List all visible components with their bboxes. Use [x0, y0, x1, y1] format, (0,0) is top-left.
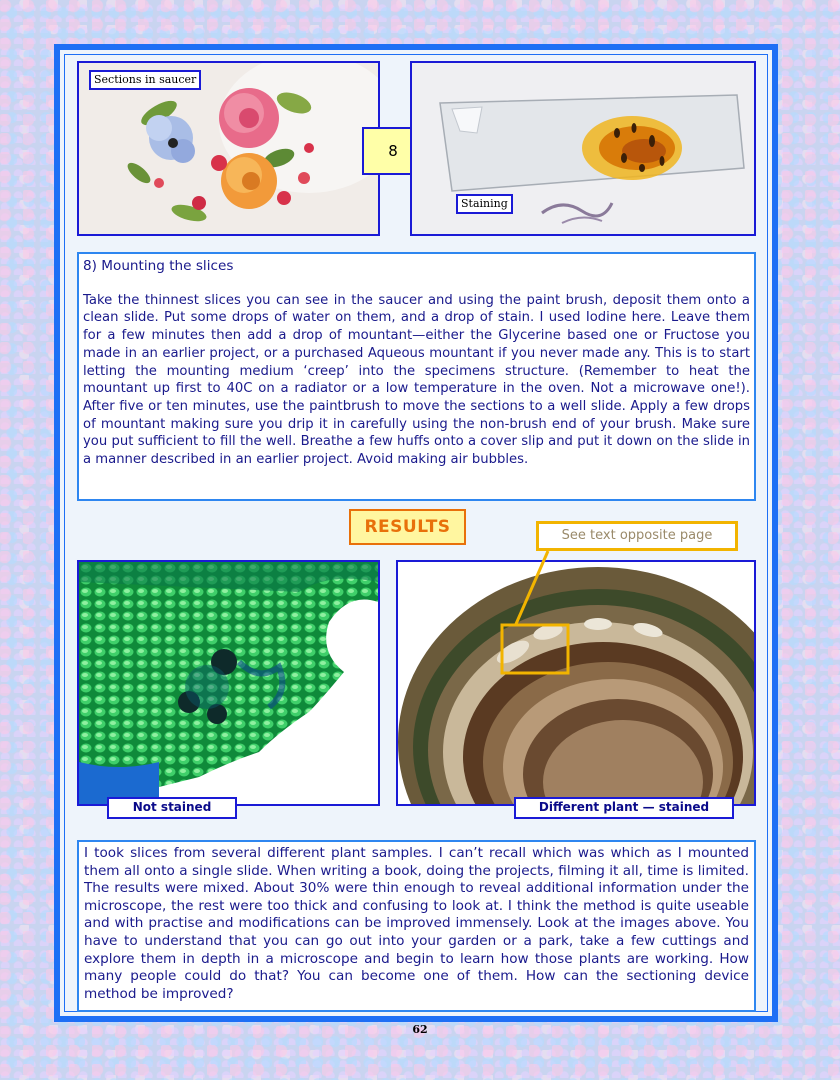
results-label: [349, 509, 466, 545]
mounting-section: [77, 252, 756, 501]
section-body: Take the thinnest slices you can see in the saucer and using the paint brush, deposit them onto a clean slide. Put some drops of water on them, and a drop of stain. I used Iodine here. Leave them for a few minutes then add a drop of mountant—either the Glycerine based one or Fructose you made in an earlier project, or a purchased Aqueous mountant if you never made any. This is to start letting the mounting medium ‘creep’ into the specimens structure. (Remember to heat the mountant up first to 40C on a radiator or a low temperature in the oven. Not a microwave one!). After five or ten minutes, use the paintbrush to move the sections to a well slide. Apply a few drops of mountant making sure you drip it in carefully using the non-brush end of your brush. Make sure you put sufficient to fill the well. Breathe a few huffs onto a cover slip and put it down on the slide in a manner described in an earlier project. Avoid making air bubbles.: [83, 292, 750, 468]
not-stained-micrograph: [77, 560, 380, 806]
section-heading: 8) Mounting the slices: [83, 258, 234, 274]
green-cells-illustration: [79, 562, 378, 804]
summary-body: I took slices from several different plant samples. I can’t recall which was which as I mounted them all onto a single slide. When writing a book, doing the projects, filming it all, time is limited. The results were mixed. About 30% were thin enough to reveal additional information under the microscope, the rest were too thick and confusing to look at. I think the method is quite useable and with practise and modifications can be improved immensely. Look at the images above. You have to understand that you can go out into your garden or a park, take a few cuttings and explore them in depth in a microscope and begin to learn how those plants are working. How many people could do that? You can become one of them. How can the sectioning device method be improved?: [84, 845, 749, 1002]
summary-section: [77, 840, 756, 1012]
stained-caption: Different plant — stained: [514, 797, 734, 819]
stained-micrograph: [396, 560, 756, 806]
step-number: 8: [388, 142, 398, 160]
callout-box: [536, 521, 738, 551]
results-label-text: RESULTS: [364, 517, 451, 537]
not-stained-caption: Not stained: [107, 797, 237, 819]
staining-caption: Staining: [456, 194, 513, 214]
page-number: 62: [412, 1023, 428, 1036]
footer-line-bottom: [54, 1020, 778, 1021]
footer-line-top: [54, 1016, 778, 1018]
callout-text: See text opposite page: [561, 528, 713, 543]
stained-section-illustration: [398, 562, 754, 804]
saucer-caption: Sections in saucer: [89, 70, 201, 90]
